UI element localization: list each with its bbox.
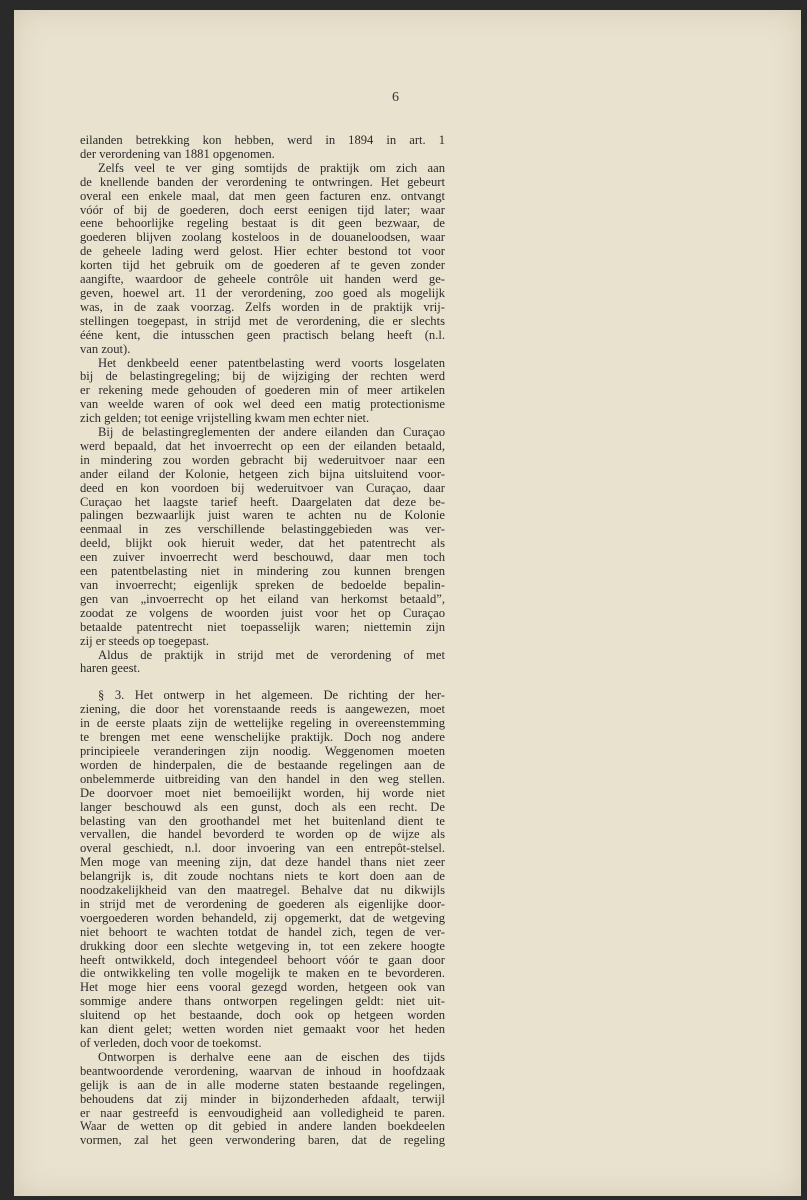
text-line: de geheele lading werd gelost. Hier echter bestond tot voor: [80, 244, 445, 259]
text-line: de knellende banden der verordening te ontwringen. Het gebeurt: [80, 174, 445, 189]
text-line: onbelemmerde uitbreiding van den handel in den weg stellen.: [80, 771, 445, 786]
text-line: behoudens dat zij minder in bijzonderheden afdaalt, terwijl: [80, 1091, 445, 1106]
text-line: beantwoordende verordening, waarvan de inhoud in hoofdzaak: [80, 1063, 445, 1078]
text-line: te brengen met eene wenschelijke praktijk. Doch nog andere: [80, 730, 445, 745]
text-line: palingen bezwaarlijk juist waren te achten nu de Kolonie: [80, 508, 445, 523]
text-line: een zuiver invoerrecht werd beschouwd, daar men toch: [80, 550, 445, 565]
text-line: in de eerste plaats zijn de wettelijke regeling in overeenstemming: [80, 716, 445, 731]
text-line: vormen, zal het geen verwondering baren, dat de regeling: [80, 1133, 445, 1148]
text-line: overal geschiedt, n.l. door invoering van een entrepôt-stelsel.: [80, 841, 445, 856]
text-line: Men moge van meening zijn, dat deze handel thans niet zeer: [80, 855, 445, 870]
text-line: sommige andere thans ontworpen regelingen geldt: niet uit-: [80, 994, 445, 1009]
text-line: gen van „invoerrecht op het eiland van herkomst betaald”,: [80, 591, 445, 606]
scanned-page: [14, 10, 801, 1196]
text-line: langer beschouwd als een gunst, doch als een recht. De: [80, 799, 445, 814]
text-line: ander eiland der Kolonie, hetgeen zich bijna uitsluitend voor-: [80, 466, 445, 481]
text-line: van zout).: [80, 341, 131, 356]
text-line: was, in de zaak voorzag. Zelfs worden in de praktijk vrij-: [80, 299, 445, 314]
text-line: overal een enkele maal, dat men geen facturen enz. ontvangt: [80, 188, 445, 203]
text-line: of verleden, doch voor de toekomst.: [80, 1036, 262, 1050]
text-line: aangifte, waardoor de geheele contrôle uit handen werd ge-: [80, 272, 445, 287]
text-line: ziening, die door het vorenstaande reeds is aangewezen, moet: [80, 702, 445, 717]
text-line: die ontwikkeling ten volle mogelijk te maken en te bevorderen.: [80, 966, 445, 981]
text-line: een patentbelasting niet in mindering zou kunnen brengen: [80, 564, 445, 579]
text-line: Bij de belastingreglementen der andere eilanden dan Curaçao: [98, 425, 445, 440]
text-line: in mindering zou worden gebracht bij wederuitvoer naar een: [80, 452, 445, 467]
text-line: Zelfs veel te ver ging somtijds de praktijk om zich aan: [98, 160, 445, 175]
text-line: Ontworpen is derhalve eene aan de eischen des tijds: [98, 1049, 445, 1064]
text-line: werd bepaald, dat het invoerrecht op een der eilanden betaald,: [80, 438, 445, 453]
text-line: belangrijk is, dit zoude nochtans niets te kort doen aan de: [80, 869, 445, 884]
text-line: Aldus de praktijk in strijd met de verordening of met: [98, 647, 445, 662]
text-line: Het denkbeeld eener patentbelasting werd voorts losgelaten: [98, 355, 445, 370]
text-line: De doorvoer moet niet bemoeilijkt worden, hij worde niet: [80, 785, 445, 800]
text-line: geven, hoewel art. 11 der verordening, zoo goed als mogelijk: [80, 285, 445, 300]
text-line: drukking door een slechte wetgeving in, tot een zekere hoogte: [80, 938, 445, 953]
text-line: eenmaal in zes verschillende belastinggebieden was ver-: [80, 522, 445, 537]
text-line: § 3. Het ontwerp in het algemeen. De richting der her-: [98, 688, 445, 703]
text-line: gelijk is aan de in alle moderne staten bestaande regelingen,: [80, 1077, 445, 1092]
text-line: ééne kent, die intusschen geen practisch belang heeft (n.l.: [80, 327, 445, 342]
text-line: in strijd met de verordening de goederen als eigenlijke door-: [80, 896, 445, 911]
text-line: korten tijd het gebruik om de goederen af te geven zonder: [80, 258, 445, 273]
text-line: goederen blijven zoolang kosteloos in de douaneloodsen, waar: [80, 230, 445, 245]
text-line: haren geest.: [80, 661, 141, 676]
text-line: zij er steeds op toegepast.: [80, 633, 210, 648]
text-line: betaalde patentrecht niet toepasselijk waren; niettemin zijn: [80, 619, 445, 634]
text-line: heeft ontwikkeld, doch integendeel behoort vóór te gaan door: [80, 952, 445, 967]
text-line: Het moge hier eens vooral gezegd worden, hetgeen ook van: [80, 980, 445, 995]
body-text: [80, 134, 445, 1148]
text-line: sluitend op het bestaande, doch ook op hetgeen worden: [80, 1008, 445, 1023]
text-line: eene behoorlijke regeling bestaat is dit geen bezwaar, de: [80, 216, 445, 231]
text-line: vóór of bij de goederen, doch eerst eenigen tijd later; waar: [80, 202, 445, 217]
text-line: zich gelden; tot eenige vrijstelling kwam men echter niet.: [80, 411, 370, 426]
text-line: Curaçao het laagste tarief heeft. Daargelaten dat deze be-: [80, 494, 445, 509]
page-number: 6: [392, 90, 399, 105]
text-line: stellingen toegepast, in strijd met de verordening, die er slechts: [80, 313, 445, 328]
text-line: van weelde waren of ook wel deed een matig protectionisme: [80, 397, 445, 412]
text-line: voergoederen worden behandeld, zij opgemerkt, dat de wetgeving: [80, 910, 445, 925]
text-line: deeld, blijkt ook hieruit weder, dat het patentrecht als: [80, 536, 445, 551]
text-line: vervallen, die handel bevorderd te worden op de wijze als: [80, 827, 445, 842]
text-line: der verordening van 1881 opgenomen.: [80, 146, 275, 161]
text-line: er rekening mede gehouden of goederen min of meer artikelen: [80, 383, 445, 398]
text-line: noodzakelijkheid van den maatregel. Behalve dat nu dikwijls: [80, 883, 445, 898]
text-line: worden de hinderpalen, die de bestaande regelingen aan de: [80, 757, 445, 772]
text-line: eilanden betrekking kon hebben, werd in 1894 in art. 1: [80, 133, 445, 147]
text-line: Waar de wetten op dit gebied in andere landen boekdeelen: [80, 1119, 445, 1134]
text-line: kan dient gelet; wetten worden niet gemaakt voor het heden: [80, 1022, 445, 1037]
text-line: zoodat ze volgens de woorden juist voor het op Curaçao: [80, 605, 445, 620]
text-line: principieele veranderingen zijn noodig. Weggenomen moeten: [80, 743, 445, 758]
text-line: deed en kon voordoen bij wederuitvoer van Curaçao, daar: [80, 480, 445, 495]
text-line: niet behoort te wachten totdat de handel zich, tegen de ver-: [80, 924, 445, 939]
text-line: bij de belastingregeling; bij de wijziging der rechten werd: [80, 369, 445, 384]
text-line: belasting van den groothandel met het buitenland dient te: [80, 813, 445, 828]
text-line: er naar gestreefd is eenvoudigheid aan volledigheid te paren.: [80, 1105, 445, 1120]
text-line: van invoerrecht; eigenlijk spreken de bedoelde bepalin-: [80, 578, 445, 592]
